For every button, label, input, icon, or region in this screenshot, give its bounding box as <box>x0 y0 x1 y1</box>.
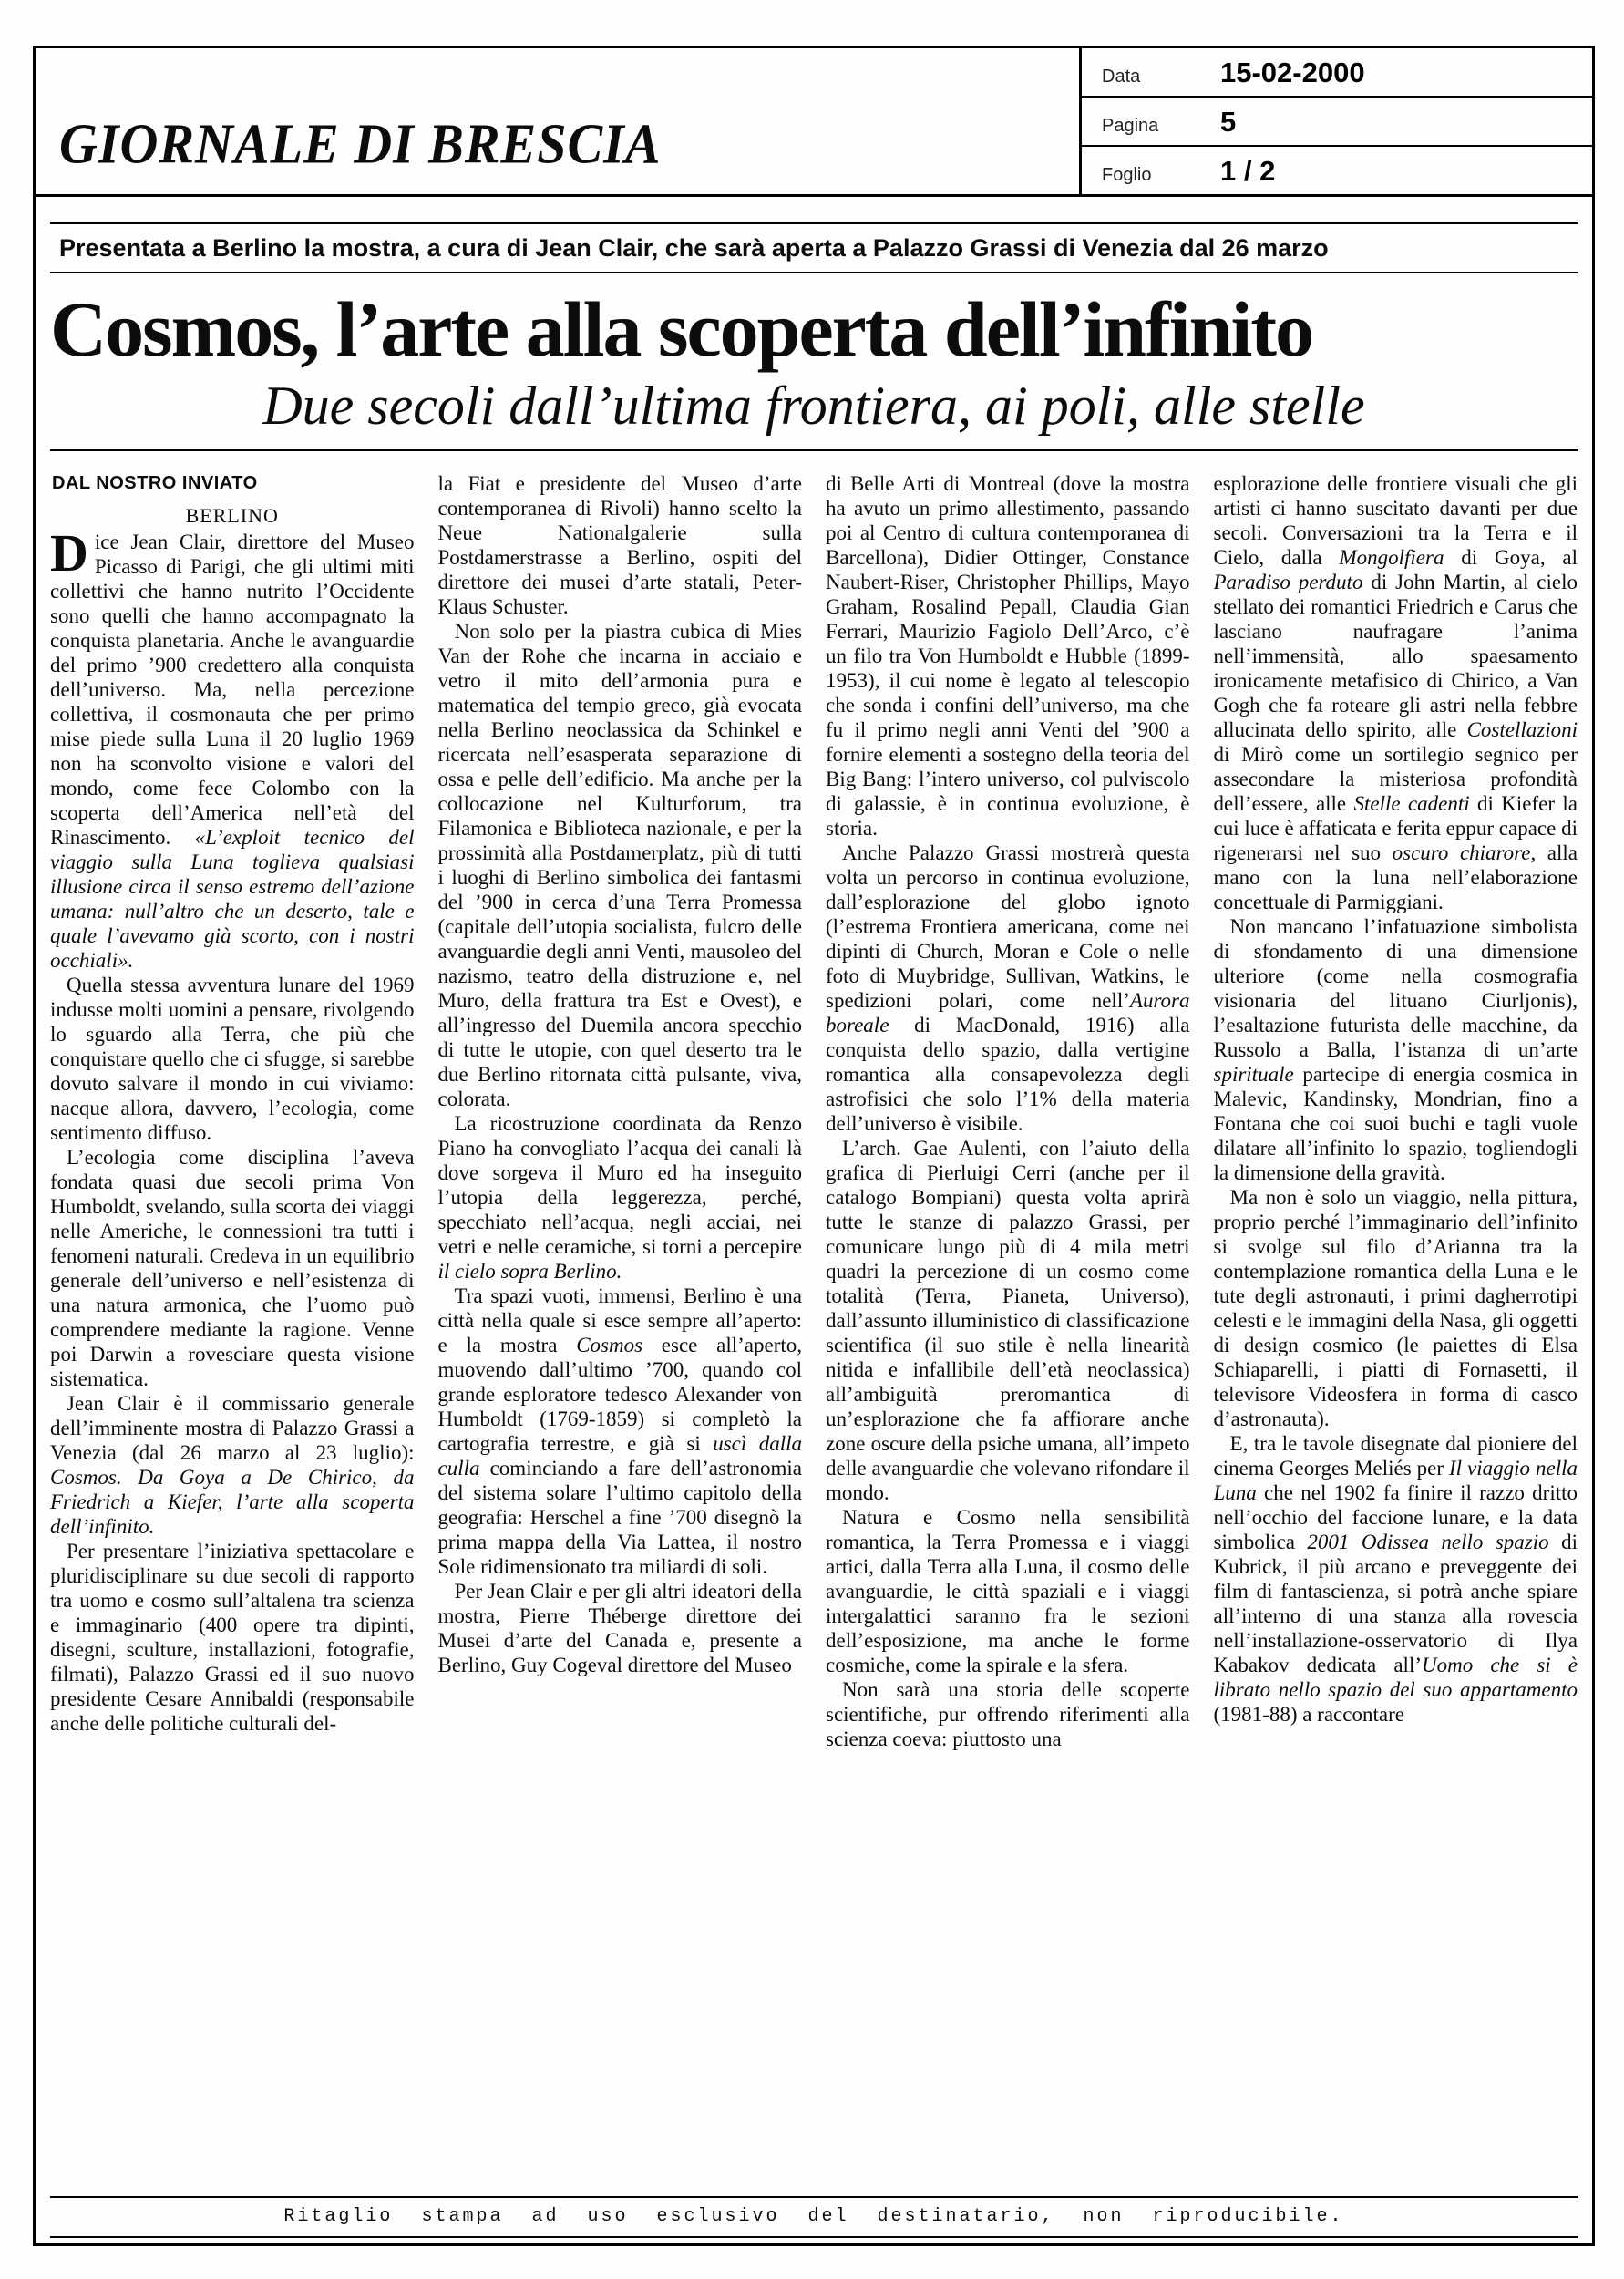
text-run: Non sarà una storia delle scoperte scientifiche, pur offrendo riferimenti alla scienza coeva: piuttosto una <box>826 1677 1190 1750</box>
paragraph <box>1214 1431 1578 1727</box>
text-run: Aurora boreale <box>826 988 1190 1036</box>
newspaper-logo: GIORNALE DI BRESCIA <box>59 111 662 176</box>
text-run: Jean Clair è il commissario generale dell’imminente mostra di Palazzo Grassi a Venezia (dal 26 marzo al 23 luglio): <box>50 1391 415 1464</box>
text-run: esce all’aperto, muovendo dall’ultimo ’700, quando col grande esploratore tedesco Alexander von Humboldt (1769-1859) si completò la cartografia terrestre, e già si <box>437 1333 802 1455</box>
meta-value-data: 15-02-2000 <box>1220 57 1365 88</box>
text-run: di Belle Arti di Montreal (dove la mostra ha avuto un primo allestimento, passando poi al Centro di cultura contemporanea di Barcellona), Didier Ottinger, Constance Naubert-Riser, Christopher Phillips, Mayo Graham, Rosalind Pepall, Claudia Gian Ferrari, Maurizio Fagiolo Dell’Arco, c’è un filo tra Von Humboldt e Hubble (1899-1953), il cui nome è legato al telescopio che sonda i confini dell’universo, ma che fu il primo negli anni Venti del ’900 a fornire elementi a sostegno della teoria del Big Bang: l’intero universo, col pulviscolo di galassie, è in continua evoluzione, è storia. <box>826 471 1190 840</box>
text-run: partecipe di energia cosmica in Malevic, Kandinsky, Mondrian, fino a Fontana che coi suoi buchi e tagli vuole dilatare all’infinito lo spazio, togliendogli la dimensione della gravità. <box>1213 1062 1578 1184</box>
meta-row-foglio <box>1082 147 1592 194</box>
article-column-4 <box>1214 471 1578 2185</box>
paragraph <box>438 1111 803 1284</box>
meta-row-pagina <box>1082 98 1592 147</box>
article-column-2 <box>438 471 803 2185</box>
byline <box>52 471 415 496</box>
paragraph <box>438 1284 803 1579</box>
paragraph <box>826 1677 1190 1751</box>
paragraph <box>826 1136 1190 1505</box>
text-run: di Kubrick, il più arcano e preveggente dei film di fantascienza, si potrà anche spiare all’interno di una stanza alla rovescia nell’installazione-osservatorio di Ilya Kabakov dedicata all’ <box>1213 1530 1578 1676</box>
text-run: cominciando a fare dell’astronomia del sistema solare l’ultimo capitolo della geografia: Herschel a fine ’700 disegnò la prima mappa della Via Lattea, il nostro Sole ridimensionato tra miliardi di soli. <box>437 1456 802 1578</box>
dateline <box>50 503 415 528</box>
text-run: Natura e Cosmo nella sensibilità romantica, la Terra Promessa e i viaggi artici, dalla Terra alla Luna, il cosmo delle avanguardie, le città spaziali e i viaggi intergalattici saranno fra le sezioni dell’esposizione, ma anche le forme cosmiche, come la spirale e la sfera. <box>826 1505 1190 1676</box>
paragraph <box>826 1505 1190 1677</box>
paragraph <box>50 522 415 973</box>
meta-label-foglio: Foglio <box>1102 165 1152 185</box>
text-run: di John Martin, al cielo stellato dei romantici Friedrich e Carus che lasciano naufragare l’anima nell’immensità, allo spaesamento ironicamente metafisico di Chirico, a Van Gogh che fa roteare gli astri nella febbre allucinata dello spirito, alle <box>1213 570 1578 741</box>
meta-row-data <box>1082 48 1592 98</box>
meta-value-pagina: 5 <box>1220 106 1237 138</box>
paragraph <box>50 973 415 1145</box>
subhead-wrap <box>50 372 1578 451</box>
meta-value-foglio: 1 / 2 <box>1220 155 1276 187</box>
scan-frame <box>33 46 1595 2246</box>
text-run: «L’exploit tecnico del viaggio sulla Luna toglieva qualsiasi illusione circa il senso estremo dell’azione umana: null’altro che un deserto, tale e quale l’avevamo già scorto, con i nostri occhiali». <box>50 825 415 972</box>
text-run: il cielo sopra Berlino. <box>437 1259 622 1283</box>
text-run: che nel 1902 fa finire il razzo dritto nell’occhio del faccione lunare, e la data simbolica <box>1213 1480 1578 1553</box>
text-run: spirituale <box>1213 1062 1294 1086</box>
text-run: 2001 Odissea nello spazio <box>1307 1530 1549 1553</box>
text-run: uscì dalla culla <box>437 1431 802 1480</box>
text-run: esplorazione delle frontiere visuali che gli artisti ci hanno suscitato davanti per due secoli. Conversazioni tra la Terra e il Cielo, dalla <box>1213 471 1578 569</box>
text-run: Non mancano l’infatuazione simbolista di sfondamento di una dimensione ulteriore (come nella cosmografia visionaria del lituano Ciurljonis), l’esaltazione futurista delle macchine, da Russolo a Balla, l’istanza di un’arte <box>1213 914 1578 1061</box>
text-run: Non solo per la piastra cubica di Mies Van der Rohe che incarna in acciaio e vetro il mito dell’armonia pura e matematica del tempio greco, già evocata nella Berlino neoclassica da Schinkel e ricercata nell’esasperata separazione di ossa e pelle dell’edificio. Ma anche per la collocazione nel Kulturforum, tra Filamonica e Biblioteca nazionale, e per la prossimità alla Postdamerplatz, più di tutti i luoghi di Berlino simbolica dei fantasmi del ’900 in cerca d’una Terra Promessa (capitale dell’utopia socialista, fulcro delle avanguardie degli anni Venti, mausoleo del nazismo, teatro della distruzione e, nel Muro, della frattura tra Est e Ovest), e all’ingresso del Duemila ancora specchio di tutte le utopie, con quel deserto tra le due Berlino ritornata città pulsante, viva, colorata. <box>437 619 802 1110</box>
paragraph <box>50 1539 415 1736</box>
text-run: Per Jean Clair e per gli altri ideatori della mostra, Pierre Théberge direttore dei Musei d’arte del Canada e, presente a Berlino, Guy Cogeval direttore del Museo <box>437 1579 802 1676</box>
text-run: Mongolfiera <box>1339 545 1444 569</box>
text-run: ice Jean Clair, direttore del Museo Picasso di Parigi, che gli ultimi miti collettivi che hanno nutrito l’Occidente sono quelli che hanno accompagnato la conquista planetaria. Anche le avanguardie del primo ’900 credettero alla conquista dell’universo. Ma, nella percezione collettiva, il cosmonauta che per primo mise piede sulla Luna il 20 luglio 1969 non ha sconvolto visione e valori del mondo, come fece Colombo con la scoperta dell’America nell’età del Rinascimento. <box>50 530 415 849</box>
text-run: Per presentare l’iniziativa spettacolare e pluridisciplinare su due secoli di rapporto tra uomo e cosmo sull’altalena tra scienza e immaginario (400 opere tra dipinti, disegni, sculture, installazioni, fotografie, filmati), Palazzo Grassi ed il suo nuovo presidente Cesare Annibaldi (responsabile anche delle politiche culturali del- <box>50 1539 415 1735</box>
text-run: la Fiat e presidente del Museo d’arte contemporanea di Rivoli) hanno scelto la Neue Nationalgalerie sulla Postdamerstrasse a Berlino, ospiti del direttore dei musei d’arte statali, Peter-Klaus Schuster. <box>437 471 802 618</box>
text-run: Cosmos. Da Goya a De Chirico, da Friedrich a Kiefer, l’arte alla scoperta dell’infinito. <box>50 1465 415 1538</box>
footer-note: Ritaglio stampa ad uso esclusivo del destinatario, non riproducibile. <box>50 2196 1578 2238</box>
text-run: L’ecologia come disciplina l’aveva fondata quasi due secoli prima Von Humboldt, svelando, sulla scorta dei viaggi nelle Americhe, le connessioni tra tutti i fenomeni naturali. Credeva in un equilibrio generale dell’universo e nell’esistenza di una natura armonica, che l’uomo può comprendere mediante la ragione. Venne poi Darwin a rovesciare questa visione sistematica. <box>50 1145 415 1390</box>
text-run: (1981-88) a raccontare <box>1213 1702 1404 1726</box>
text-run: di Goya, al <box>1444 545 1578 569</box>
text-run: Uomo che si è librato nello spazio del suo appartamento <box>1213 1653 1578 1701</box>
article-column-3 <box>826 471 1190 2185</box>
clipping-meta-box <box>1079 48 1592 194</box>
masthead <box>36 48 1079 194</box>
text-run: DAL NOSTRO INVIATO <box>52 472 258 493</box>
text-run: E, tra le tavole disegnate dal pioniere del cinema Georges Meliés per <box>1213 1431 1578 1480</box>
paragraph <box>50 1391 415 1539</box>
text-run: di Mirò come un sortilegio segnico per assecondare la misteriosa profondità dell’essere, alle <box>1213 742 1578 815</box>
text-run: , alla mano con la luna nell’elaborazione concettuale di Parmiggiani. <box>1213 840 1578 913</box>
text-run: L’arch. Gae Aulenti, con l’aiuto della grafica di Pierluigi Cerri (anche per il catalogo Bompiani) questa volta aprirà tutte le stanze di palazzo Grassi, per comunicare lungo più di 4 mila metri quadri la percezione di un cosmo come totalità (Terra, Pianeta, Universo), dall’assunto illuministico di classificazione scientifica (il suo stile è nella linearità nitida e infallibile dell’età neoclassica) all’ambiguità preromantica di un’esplorazione che fa affiorare anche zone oscure della psiche umana, all’impeto delle avanguardie che volevano rifondare il mondo. <box>826 1136 1190 1504</box>
paragraph <box>1214 471 1578 914</box>
text-run: Ma non è solo un viaggio, nella pittura, proprio perché l’immaginario dell’infinito si svolge sul filo d’Arianna tra la contemplazione romantica della Luna e le tute degli astronauti, i primi dagherrotipi celesti e le immagini della Nasa, gli oggetti di design cosmico (le paiettes di Elsa Schiaparelli, i piatti di Fornasetti, il televisore Videosfera in forma di casco d’astronauta). <box>1213 1185 1578 1430</box>
meta-label-data: Data <box>1102 67 1141 87</box>
text-run: Paradiso perduto <box>1213 570 1363 593</box>
clipping-header <box>36 48 1592 197</box>
paragraph <box>438 1579 803 1677</box>
drop-cap: D <box>50 522 88 583</box>
text-run: Quella stessa avventura lunare del 1969 indusse molti uomini a pensare, rivolgendo lo sguardo alla Terra, che più che conquistare quello che ci sfugge, si sarebbe dovuto salvare il mondo in cui viviamo: nacque allora, davvero, l’ecologia, come sentimento diffuso. <box>50 973 415 1144</box>
headline: Cosmos, l’arte alla scoperta dell’infinito <box>50 285 1312 373</box>
paragraph <box>50 1145 415 1391</box>
text-run: di MacDonald, 1916) alla conquista dello spazio, dalla vertigine romantica alla consapevolezza degli astrofisici che solo l’1% della materia dell’universo è visibile. <box>826 1013 1190 1135</box>
text-run: La ricostruzione coordinata da Renzo Piano ha convogliato l’acqua dei canali là dove sorgeva il Muro ed ha inseguito l’utopia della leggerezza, perché, specchiato nell’acqua, negli acciai, nei vetri e nelle ceramiche, si torni a percepire <box>437 1111 802 1258</box>
text-run: Tra spazi vuoti, immensi, Berlino è una città nella quale si esce sempre all’aperto: e la mostra <box>437 1284 802 1356</box>
text-run: oscuro chiarore <box>1392 840 1531 864</box>
subhead: Due secoli dall’ultima frontiera, ai poli, alle stelle <box>262 375 1365 436</box>
article-column-1 <box>50 471 415 2185</box>
paragraph <box>438 471 803 619</box>
text-run: BERLINO <box>185 503 279 527</box>
text-run: Cosmos <box>576 1333 643 1356</box>
text-run: di Kiefer la cui luce è affaticata e ferita eppur capace di rigenerarsi nel suo <box>1213 791 1578 864</box>
text-run: Costellazioni <box>1466 717 1578 741</box>
kicker: Presentata a Berlino la mostra, a cura di Jean Clair, che sarà aperta a Palazzo Grassi di Venezia dal 26 marzo <box>50 222 1578 273</box>
text-run: Il viaggio nella Luna <box>1213 1456 1578 1504</box>
meta-label-pagina: Pagina <box>1102 116 1159 136</box>
article-columns <box>50 451 1578 2185</box>
text-run: Anche Palazzo Grassi mostrerà questa volta un percorso in continua evoluzione, dall’esplorazione del globo ignoto (l’estrema Frontiera americana, come nei dipinti di Church, Moran e Cole o nelle foto di Muybridge, Sullivan, Watkins, le spedizioni polari, come nell’ <box>826 840 1190 1012</box>
paragraph <box>1214 1185 1578 1431</box>
paragraph <box>1214 914 1578 1185</box>
paragraph <box>826 471 1190 840</box>
text-run: Stelle cadenti <box>1353 791 1470 815</box>
article-area <box>36 197 1592 2243</box>
paragraph <box>826 840 1190 1136</box>
paragraph <box>438 619 803 1111</box>
